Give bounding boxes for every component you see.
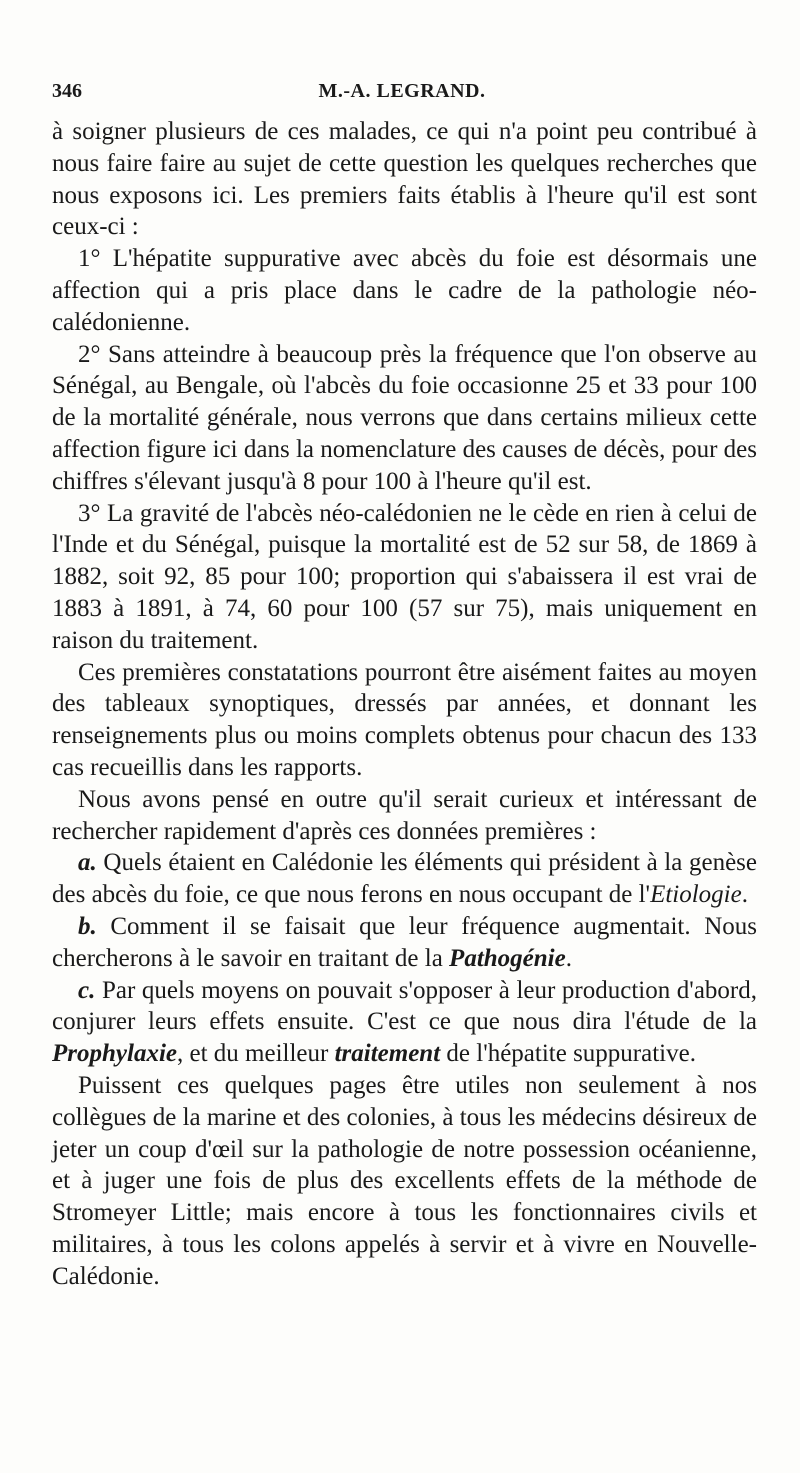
paragraph-item-b	[52, 911, 757, 975]
page-header	[52, 80, 752, 110]
paragraph-text: Puissent ces quelques pages être utiles non seulement à nos collègues de la marine et des colonies, à tous les médecins désireux de jeter un coup d'œil sur la pathologie de notre possession océanienne, et à juger une fois de plus des excellents effets de la méthode de Stromeyer Little; mais encore à tous les fonctionnaires civils et militaires, à tous les colons appelés à servir et à vivre en Nouvelle-Calédonie.	[52, 1071, 757, 1290]
paragraph-text-tail: .	[565, 944, 572, 972]
paragraph-point-2	[52, 339, 757, 498]
paragraph-conclusion	[52, 1070, 757, 1293]
paragraph-point-3	[52, 498, 757, 657]
paragraph-recherche	[52, 784, 757, 848]
item-letter: a.	[78, 849, 97, 877]
paragraph-text: à soigner plusieurs de ces malades, ce qui n'a point peu contribué à nous faire faire au sujet de cette question les quelques recherches que nous exposons ici. Les premiers faits établis à l'heure qu'il est sont ceux-ci :	[52, 118, 757, 241]
page-number: 346	[52, 80, 82, 102]
paragraph-text: 1° L'hépatite suppurative avec abcès du foie est désormais une affection qui a pris place dans le cadre de la pathologie néo-calédonienne.	[52, 245, 757, 336]
body-text	[52, 116, 757, 1292]
paragraph-text: 2° Sans atteindre à beaucoup près la fréquence que l'on observe au Sénégal, au Bengale, où l'abcès du foie occasionne 25 et 33 pour 100 de la mortalité générale, nous verrons que dans certains milieux cette affection figure ici dans la nomenclature des causes de décès, pour des chiffres s'élevant jusqu'à 8 pour 100 à l'heure qu'il est.	[52, 340, 757, 495]
paragraph-text: 3° La gravité de l'abcès néo-calédonien ne le cède en rien à celui de l'Inde et du Sénégal, puisque la mortalité est de 52 sur 58, de 1869 à 1882, soit 92, 85 pour 100; proportion qui s'abaissera il est vrai de 1883 à 1891, à 74, 60 pour 100 (57 sur 75), mais uniquement en raison du traitement.	[52, 499, 757, 654]
paragraph-text: Par quels moyens on pouvait s'opposer à leur production d'abord, conjurer leurs effets ensuite. C'est ce que nous dira l'étude de la	[52, 976, 757, 1036]
paragraph-text: , et du meilleur	[177, 1040, 335, 1068]
paragraph-text-tail: de l'hépatite suppurative.	[440, 1040, 696, 1068]
section-term: Etiologie	[650, 881, 742, 909]
paragraph-text-tail: .	[741, 881, 748, 909]
section-term: Prophylaxie	[52, 1040, 177, 1068]
paragraph-text: Comment il se faisait que leur fréquence augmentait. Nous chercherons à le savoir en traitant de la	[52, 912, 757, 972]
item-letter: c.	[78, 976, 96, 1004]
section-term: traitement	[334, 1040, 441, 1068]
paragraph-constatations	[52, 657, 757, 784]
running-head: M.-A. LEGRAND.	[318, 80, 486, 102]
paragraph-point-1	[52, 243, 757, 338]
paragraph-item-c	[52, 975, 757, 1070]
paragraph-text: Quels étaient en Calédonie les éléments qui président à la genèse des abcès du foie, ce que nous ferons en nous occupant de l'	[52, 849, 757, 909]
section-term: Pathogénie	[449, 944, 566, 972]
paragraph-text: Nous avons pensé en outre qu'il serait curieux et intéressant de rechercher rapidement d'après ces données premières :	[52, 785, 757, 845]
paragraph-text: Ces premières constatations pourront être aisément faites au moyen des tableaux synoptiques, dressés par années, et donnant les renseignements plus ou moins complets obtenus pour chacun des 133 cas recueillis dans les rapports.	[52, 658, 757, 781]
item-letter: b.	[78, 912, 97, 940]
paragraph-continued	[52, 116, 757, 243]
paragraph-item-a	[52, 847, 757, 911]
